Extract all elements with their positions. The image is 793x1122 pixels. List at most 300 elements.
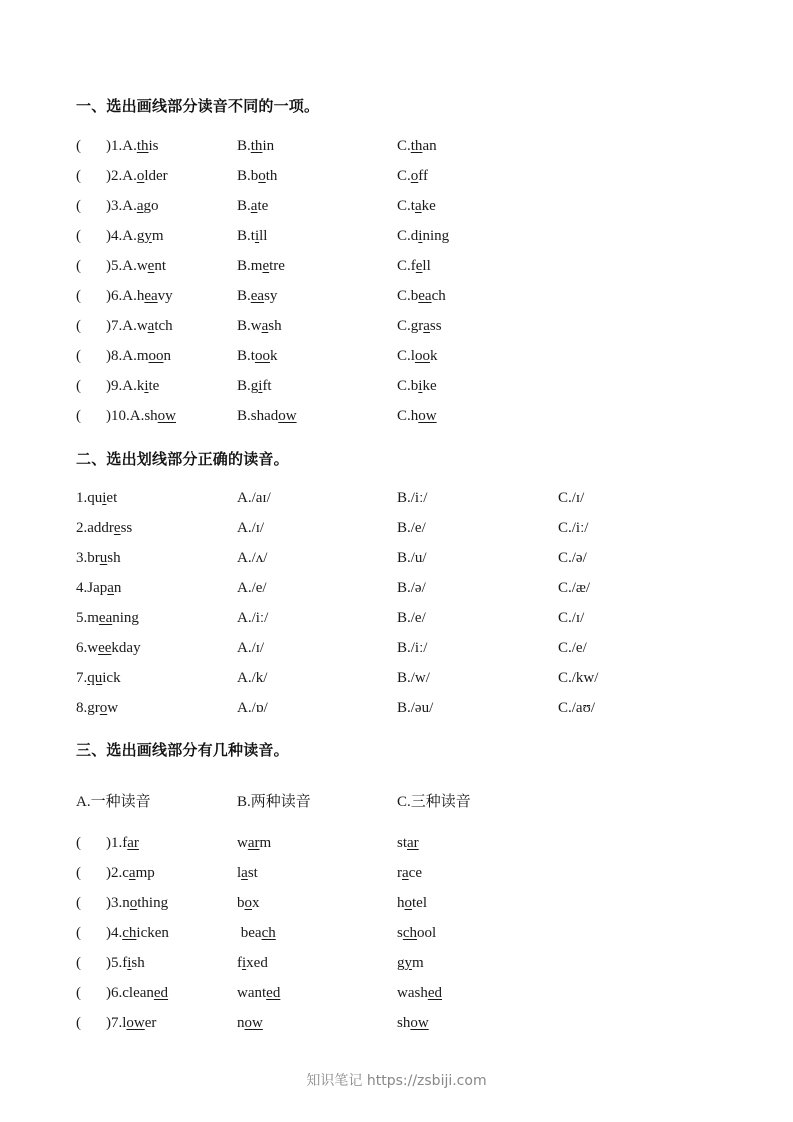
answer-bracket: ( <box>76 1015 81 1031</box>
word-text: C.b <box>397 288 419 304</box>
option-a-sound: A./ɪ/ <box>237 640 265 656</box>
option-a-sound: A./k/ <box>237 670 268 686</box>
option-c-word <box>397 165 428 187</box>
word-text: h <box>136 288 145 304</box>
word-text: 4.Jap <box>76 580 108 596</box>
word-text: tre <box>269 258 285 274</box>
underlined-letters: ow <box>410 1015 429 1031</box>
underlined-letters: th <box>410 138 423 154</box>
question-row <box>76 637 716 659</box>
underlined-letters: ow <box>157 408 177 424</box>
underlined-letters: ee <box>98 640 112 656</box>
word-text: icken <box>136 925 169 941</box>
question-row <box>76 697 716 719</box>
question-row <box>76 315 716 337</box>
answer-bracket: ( <box>76 408 81 424</box>
underlined-letters: i <box>242 955 247 971</box>
option-b-sound: B./u/ <box>397 550 427 566</box>
answer-bracket: ( <box>76 348 81 364</box>
underlined-letters: oo <box>414 348 430 364</box>
word-text: C.h <box>397 408 419 424</box>
word-text: ff <box>418 168 428 184</box>
answer-bracket: ( <box>76 288 81 304</box>
option-b-sound: B./əu/ <box>397 700 434 716</box>
word-text: sh <box>397 1015 411 1031</box>
word-text: 5.m <box>76 610 99 626</box>
word-text: n <box>163 348 171 364</box>
question-number: )2. <box>106 865 123 881</box>
word-text: B. <box>237 198 251 214</box>
underlined-letters: gy <box>397 955 412 971</box>
word-text: te <box>257 198 269 214</box>
option-c-sound: C./ɪ/ <box>558 610 585 626</box>
option-c-sound: C./e/ <box>558 640 587 656</box>
word-text: vy <box>157 288 173 304</box>
underlined-letters: i <box>254 228 260 244</box>
question-number: )5. <box>106 955 123 971</box>
option-c-sound: C./ə/ <box>558 550 587 566</box>
question-number: )5.A. <box>106 258 137 274</box>
question-row <box>76 375 716 397</box>
option-b-word <box>237 225 267 247</box>
word-text: w <box>136 318 148 334</box>
word-text: thing <box>137 895 169 911</box>
answer-bracket: ( <box>76 895 81 911</box>
question-number: )3.A. <box>106 198 137 214</box>
word-text: et <box>106 490 118 506</box>
word-text: sh <box>107 550 121 566</box>
word-text: kday <box>111 640 141 656</box>
option-a-word <box>106 135 159 157</box>
question-number: )4.A. <box>106 228 137 244</box>
option-c-sound: C./ɪ/ <box>558 490 585 506</box>
target-word <box>76 637 141 659</box>
target-word <box>76 577 121 599</box>
option-b-word <box>237 165 277 187</box>
option-a-word <box>106 195 159 217</box>
question-row <box>76 135 716 157</box>
answer-bracket: ( <box>76 258 81 274</box>
option-c-word <box>397 195 436 217</box>
option-b-word <box>237 375 272 397</box>
word-1 <box>106 892 168 914</box>
underlined-letters: ea <box>250 288 265 304</box>
option-c-word <box>397 285 446 307</box>
word-2 <box>237 982 280 1004</box>
word-text: er <box>144 1015 157 1031</box>
word-text: 8.gr <box>76 700 100 716</box>
target-word <box>76 607 139 629</box>
word-text: 7. <box>76 670 88 686</box>
word-text: g <box>136 228 145 244</box>
word-text: clean <box>122 985 154 1001</box>
answer-bracket: ( <box>76 985 81 1001</box>
question-number: )7. <box>106 1015 123 1031</box>
underlined-letters: i <box>144 378 149 394</box>
option-b-sound: B./w/ <box>397 670 430 686</box>
underlined-letters: a <box>423 318 430 334</box>
answer-bracket: ( <box>76 378 81 394</box>
underlined-letters: th <box>250 138 263 154</box>
underlined-letters: e <box>262 258 270 274</box>
word-text: st <box>397 835 408 851</box>
word-text: in <box>262 138 275 154</box>
option-b-sound: B./iː/ <box>397 640 428 656</box>
underlined-letters: o <box>410 168 419 184</box>
underlined-letters: a <box>250 198 258 214</box>
word-text: m <box>136 348 149 364</box>
option-a-sound: A./aɪ/ <box>237 490 271 506</box>
option-b-word <box>237 255 285 277</box>
word-text: B. <box>237 288 251 304</box>
question-number: )4. <box>106 925 123 941</box>
word-text: B.t <box>237 348 255 364</box>
underlined-letters: oo <box>254 348 270 364</box>
option-c-word <box>397 345 437 367</box>
underlined-letters: e <box>147 258 155 274</box>
answer-bracket: ( <box>76 318 81 334</box>
answer-bracket: ( <box>76 228 81 244</box>
option-b-sound: B./iː/ <box>397 490 428 506</box>
word-text: sh <box>131 955 145 971</box>
question-row <box>76 832 716 854</box>
word-text: C.d <box>397 228 419 244</box>
underlined-letters: qu <box>87 670 103 686</box>
word-1 <box>106 922 169 944</box>
word-text: n <box>237 1015 245 1031</box>
word-text: f <box>122 955 128 971</box>
word-text: f <box>237 955 242 971</box>
option-c-word <box>397 315 442 337</box>
underlined-letters: ch <box>122 925 137 941</box>
word-text: B.t <box>237 228 255 244</box>
word-text: ke <box>421 198 436 214</box>
option-a: A.一种读音 <box>76 792 151 810</box>
word-text: w <box>136 258 148 274</box>
word-2 <box>237 832 271 854</box>
question-row <box>76 487 716 509</box>
option-a-sound: A./ɪ/ <box>237 520 265 536</box>
word-text: 6.w <box>76 640 99 656</box>
underlined-letters: u <box>99 550 108 566</box>
word-2 <box>237 952 268 974</box>
underlined-letters: o <box>129 895 138 911</box>
answer-bracket: ( <box>76 835 81 851</box>
underlined-letters: e <box>113 520 121 536</box>
option-a-sound: A./ʌ/ <box>237 550 268 566</box>
option-a-sound: A./iː/ <box>237 610 269 626</box>
option-c-word <box>397 375 437 397</box>
option-c-sound: C./iː/ <box>558 520 589 536</box>
word-text: n <box>122 895 130 911</box>
word-text: k <box>269 348 278 364</box>
target-word <box>76 697 118 719</box>
answer-bracket: ( <box>76 168 81 184</box>
word-text: sy <box>264 288 278 304</box>
target-word <box>76 547 121 569</box>
word-text: f <box>122 835 128 851</box>
word-text: sh <box>144 408 158 424</box>
option-b-sound: B./e/ <box>397 520 426 536</box>
word-3 <box>397 832 419 854</box>
word-text: w <box>237 835 248 851</box>
question-number: )2.A. <box>106 168 137 184</box>
question-row <box>76 607 716 629</box>
underlined-letters: a <box>136 198 144 214</box>
word-text: wash <box>397 985 428 1001</box>
word-2 <box>237 862 258 884</box>
option-b-word <box>237 315 282 337</box>
question-row <box>76 405 716 427</box>
word-text: k <box>429 348 438 364</box>
word-1 <box>106 982 168 1004</box>
question-number: )9.A. <box>106 378 137 394</box>
word-text: mp <box>135 865 155 881</box>
underlined-letters: y <box>144 228 152 244</box>
word-text: B.w <box>237 318 262 334</box>
underlined-letters: o <box>99 700 108 716</box>
question-row <box>76 892 716 914</box>
underlined-letters: ar <box>247 835 260 851</box>
underlined-letters: ea <box>98 610 113 626</box>
underlined-letters: a <box>107 580 114 596</box>
word-1 <box>106 862 155 884</box>
word-1 <box>106 1012 156 1034</box>
word-text: 3.br <box>76 550 100 566</box>
question-row <box>76 195 716 217</box>
question-row <box>76 225 716 247</box>
underlined-letters: o <box>136 168 145 184</box>
word-2 <box>237 892 260 914</box>
word-text: B. <box>237 138 251 154</box>
underlined-letters: e <box>415 258 423 274</box>
word-text: C.t <box>397 198 415 214</box>
word-text: C. <box>397 138 411 154</box>
answer-bracket: ( <box>76 955 81 971</box>
option-c: C.三种读音 <box>397 792 471 810</box>
word-text: l <box>122 1015 127 1031</box>
word-text: x <box>252 895 260 911</box>
underlined-letters: ar <box>407 835 419 851</box>
word-text: bea <box>237 925 262 941</box>
word-text: ning <box>112 610 139 626</box>
word-3 <box>397 922 436 944</box>
question-row <box>76 285 716 307</box>
word-text: nt <box>154 258 167 274</box>
word-text: ch <box>431 288 446 304</box>
word-text: c <box>122 865 129 881</box>
option-b-word <box>237 135 274 157</box>
option-c-sound: C./kw/ <box>558 670 599 686</box>
option-c-sound: C./æ/ <box>558 580 591 596</box>
option-a-word <box>106 165 168 187</box>
underlined-letters: ch <box>261 925 276 941</box>
word-text: ning <box>422 228 450 244</box>
underlined-letters: ar <box>127 835 139 851</box>
word-text: b <box>237 895 245 911</box>
word-text: lder <box>144 168 168 184</box>
word-text: want <box>237 985 267 1001</box>
word-text: C.f <box>397 258 416 274</box>
word-text: 1.qu <box>76 490 103 506</box>
word-text: B.b <box>237 168 259 184</box>
word-text: ke <box>422 378 437 394</box>
option-c-word <box>397 225 449 247</box>
word-text: B.m <box>237 258 263 274</box>
word-text: l <box>237 865 242 881</box>
option-b-word <box>237 195 268 217</box>
word-text: te <box>148 378 160 394</box>
underlined-letters: ow <box>278 408 297 424</box>
question-number: )6.A. <box>106 288 137 304</box>
underlined-letters: i <box>418 378 423 394</box>
underlined-letters: i <box>127 955 132 971</box>
underlined-letters: ed <box>427 985 442 1001</box>
question-number: )1.A. <box>106 138 137 154</box>
word-text: C.gr <box>397 318 424 334</box>
question-row <box>76 547 716 569</box>
section3-options <box>76 790 716 812</box>
word-1 <box>106 952 145 974</box>
underlined-letters: ea <box>418 288 432 304</box>
underlined-letters: i <box>418 228 423 244</box>
underlined-letters: ea <box>144 288 158 304</box>
question-number: )1. <box>106 835 123 851</box>
underlined-letters: ed <box>153 985 169 1001</box>
word-text: m <box>259 835 272 851</box>
word-3 <box>397 1012 429 1034</box>
word-text: ce <box>408 865 422 881</box>
question-row <box>76 517 716 539</box>
word-text: ll <box>259 228 268 244</box>
option-b-word <box>237 345 277 367</box>
underlined-letters: i <box>258 378 263 394</box>
option-c-word <box>397 135 437 157</box>
question-row <box>76 922 716 944</box>
section3-heading: 三、选出画线部分有几种读音。 <box>76 741 289 759</box>
question-number: )10.A. <box>106 408 145 424</box>
word-text: is <box>148 138 159 154</box>
question-number: )6. <box>106 985 123 1001</box>
option-a-word <box>106 255 166 277</box>
word-text: s <box>397 925 403 941</box>
word-text: an <box>422 138 437 154</box>
option-b: B.两种读音 <box>237 792 311 810</box>
question-row <box>76 577 716 599</box>
word-text: m <box>412 955 424 971</box>
underlined-letters: o <box>258 168 266 184</box>
word-text: B.g <box>237 378 259 394</box>
question-row <box>76 345 716 367</box>
underlined-letters: a <box>261 318 269 334</box>
target-word <box>76 667 121 689</box>
underlined-letters: i <box>102 490 107 506</box>
underlined-letters: a <box>147 318 155 334</box>
question-row <box>76 952 716 974</box>
word-text: C. <box>397 168 411 184</box>
word-text: 2.addr <box>76 520 114 536</box>
underlined-letters: a <box>241 865 248 881</box>
word-2 <box>237 922 276 944</box>
question-row <box>76 862 716 884</box>
word-text: m <box>151 228 164 244</box>
option-b-word <box>237 285 277 307</box>
underlined-letters: ow <box>244 1015 263 1031</box>
option-a-word <box>106 375 159 397</box>
underlined-letters: ed <box>266 985 281 1001</box>
option-a-sound: A./e/ <box>237 580 267 596</box>
word-text: th <box>265 168 278 184</box>
word-text: tch <box>154 318 173 334</box>
underlined-letters: ch <box>402 925 418 941</box>
word-1 <box>106 832 139 854</box>
word-text: k <box>136 378 145 394</box>
word-text: st <box>247 865 258 881</box>
question-number: )8.A. <box>106 348 137 364</box>
answer-bracket: ( <box>76 865 81 881</box>
word-text: w <box>107 700 119 716</box>
section2-heading: 二、选出划线部分正确的读音。 <box>76 450 289 468</box>
word-3 <box>397 982 442 1004</box>
word-text: n <box>113 580 122 596</box>
answer-bracket: ( <box>76 138 81 154</box>
word-2 <box>237 1012 263 1034</box>
option-a-word <box>106 405 176 427</box>
underlined-letters: o <box>244 895 252 911</box>
underlined-letters: ow <box>126 1015 145 1031</box>
underlined-letters: oo <box>148 348 164 364</box>
word-text: sh <box>268 318 282 334</box>
word-3 <box>397 862 422 884</box>
word-text: r <box>397 865 402 881</box>
question-number: )3. <box>106 895 123 911</box>
option-a-word <box>106 345 171 367</box>
option-c-word <box>397 405 437 427</box>
section1-heading: 一、选出画线部分读音不同的一项。 <box>76 97 320 115</box>
question-number: )7.A. <box>106 318 137 334</box>
question-row <box>76 1012 716 1034</box>
word-text: ick <box>102 670 121 686</box>
option-b-word <box>237 405 297 427</box>
option-c-sound: C./aʊ/ <box>558 700 595 716</box>
option-a-word <box>106 315 173 337</box>
word-text: ss <box>429 318 442 334</box>
option-a-sound: A./ɒ/ <box>237 700 268 716</box>
word-3 <box>397 892 427 914</box>
question-row <box>76 667 716 689</box>
question-row <box>76 255 716 277</box>
word-text: h <box>397 895 405 911</box>
option-b-sound: B./e/ <box>397 610 426 626</box>
word-text: ss <box>120 520 133 536</box>
word-text: tel <box>412 895 427 911</box>
option-a-word <box>106 225 164 247</box>
word-text: C.b <box>397 378 419 394</box>
underlined-letters: a <box>402 865 409 881</box>
underlined-letters: ow <box>418 408 437 424</box>
underlined-letters: a <box>414 198 422 214</box>
target-word <box>76 487 117 509</box>
word-text: ft <box>262 378 272 394</box>
underlined-letters: o <box>404 895 412 911</box>
option-b-sound: B./ə/ <box>397 580 426 596</box>
answer-bracket: ( <box>76 925 81 941</box>
question-row <box>76 165 716 187</box>
word-text: C.l <box>397 348 415 364</box>
option-c-word <box>397 255 431 277</box>
underlined-letters: a <box>128 865 136 881</box>
word-text: ool <box>417 925 437 941</box>
